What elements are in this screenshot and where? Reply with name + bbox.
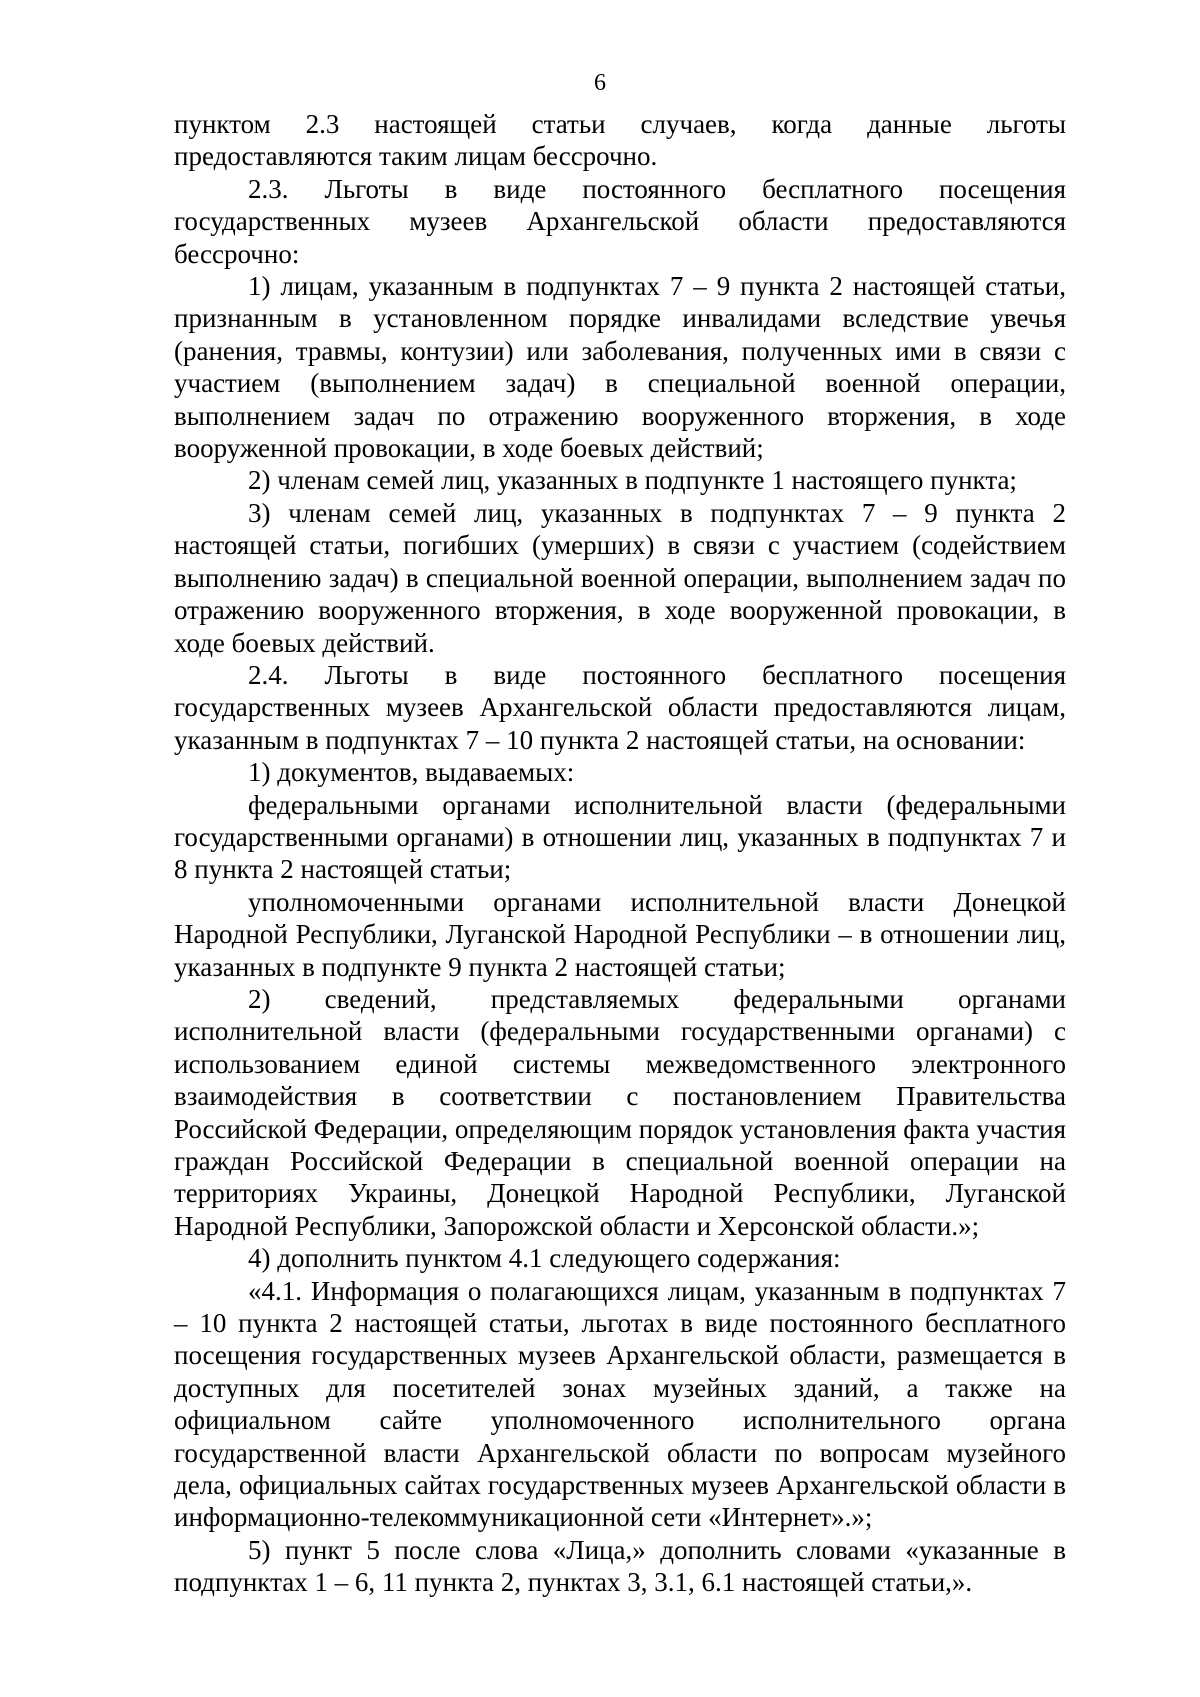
paragraph-4: 3) членам семей лиц, указанных в подпунктах 7 – 9 пункта 2 настоящей статьи, погибших (умерших) в связи с участием (содействием выполнению задач) в специальной военной операции, выполнением задач по отражению вооруженного вторжения, в ходе вооруженной провокации, в ходе боевых действий. <box>174 497 1066 658</box>
paragraph-9: 2) сведений, представляемых федеральными органами исполнительной власти (федеральными государственными органами) с использованием единой системы межведомственного электронного взаимодействия в соответствии с постановлением Правительства Российской Федерации, определяющим порядок установления факта участия граждан Российской Федерации в специальной военной операции на территориях Украины, Донецкой Народной Республики, Луганской Народной Республики, Запорожской области и Херсонской области.»; <box>174 983 1067 1241</box>
paragraph-7: федеральными органами исполнительной власти (федеральными государственными органами) в отношении лиц, указанных в подпунктах 7 и 8 пункта 2 настоящей статьи; <box>174 789 1066 885</box>
paragraph-11: «4.1. Информация о полагающихся лицам, указанным в подпунктах 7 – 10 пункта 2 настоящей статьи, льготах в виде постоянного бесплатного посещения государственных музеев Архангельской области, размещается в доступных для посетителей зонах музейных зданий, а также на официальном сайте уполномоченного исполнительного органа государственной власти Архангельской области по вопросам музейного дела, официальных сайтах государственных музеев Архангельской области в информационно-телекоммуникационной сети «Интернет».»; <box>174 1275 1066 1533</box>
paragraph-3: 2) членам семей лиц, указанных в подпункте 1 настоящего пункта; <box>248 465 1017 496</box>
paragraph-8: уполномоченными органами исполнительной власти Донецкой Народной Республики, Луганской Народной Республики – в отношении лиц, указанных в подпункте 9 пункта 2 настоящей статьи; <box>174 886 1066 982</box>
paragraph-10: 4) дополнить пунктом 4.1 следующего содержания: <box>248 1243 841 1274</box>
paragraph-12: 5) пункт 5 после слова «Лица,» дополнить словами «указанные в подпунктах 1 – 6, 11 пункта 2, пунктах 3, 3.1, 6.1 настоящей статьи,». <box>174 1534 1066 1598</box>
page-number: 6 <box>594 70 606 96</box>
paragraph-1: 2.3. Льготы в виде постоянного бесплатного посещения государственных музеев Архангельской области предоставляются бессрочно: <box>174 173 1066 269</box>
paragraph-6: 1) документов, выдаваемых: <box>248 757 575 788</box>
paragraph-5: 2.4. Льготы в виде постоянного бесплатного посещения государственных музеев Архангельской области предоставляются лицам, указанным в подпунктах 7 – 10 пункта 2 настоящей статьи, на основании: <box>174 659 1066 755</box>
document-body <box>174 108 1066 1599</box>
paragraph-0: пунктом 2.3 настоящей статьи случаев, когда данные льготы предоставляются таким лицам бессрочно. <box>174 109 1066 172</box>
paragraph-2: 1) лицам, указанным в подпунктах 7 – 9 пункта 2 настоящей статьи, признанным в установленном порядке инвалидами вследствие увечья (ранения, травмы, контузии) или заболевания, полученных ими в связи с участием (выполнением задач) в специальной военной операции, выполнением задач по отражению вооруженного вторжения, в ходе вооруженной провокации, в ходе боевых действий; <box>174 271 1066 464</box>
